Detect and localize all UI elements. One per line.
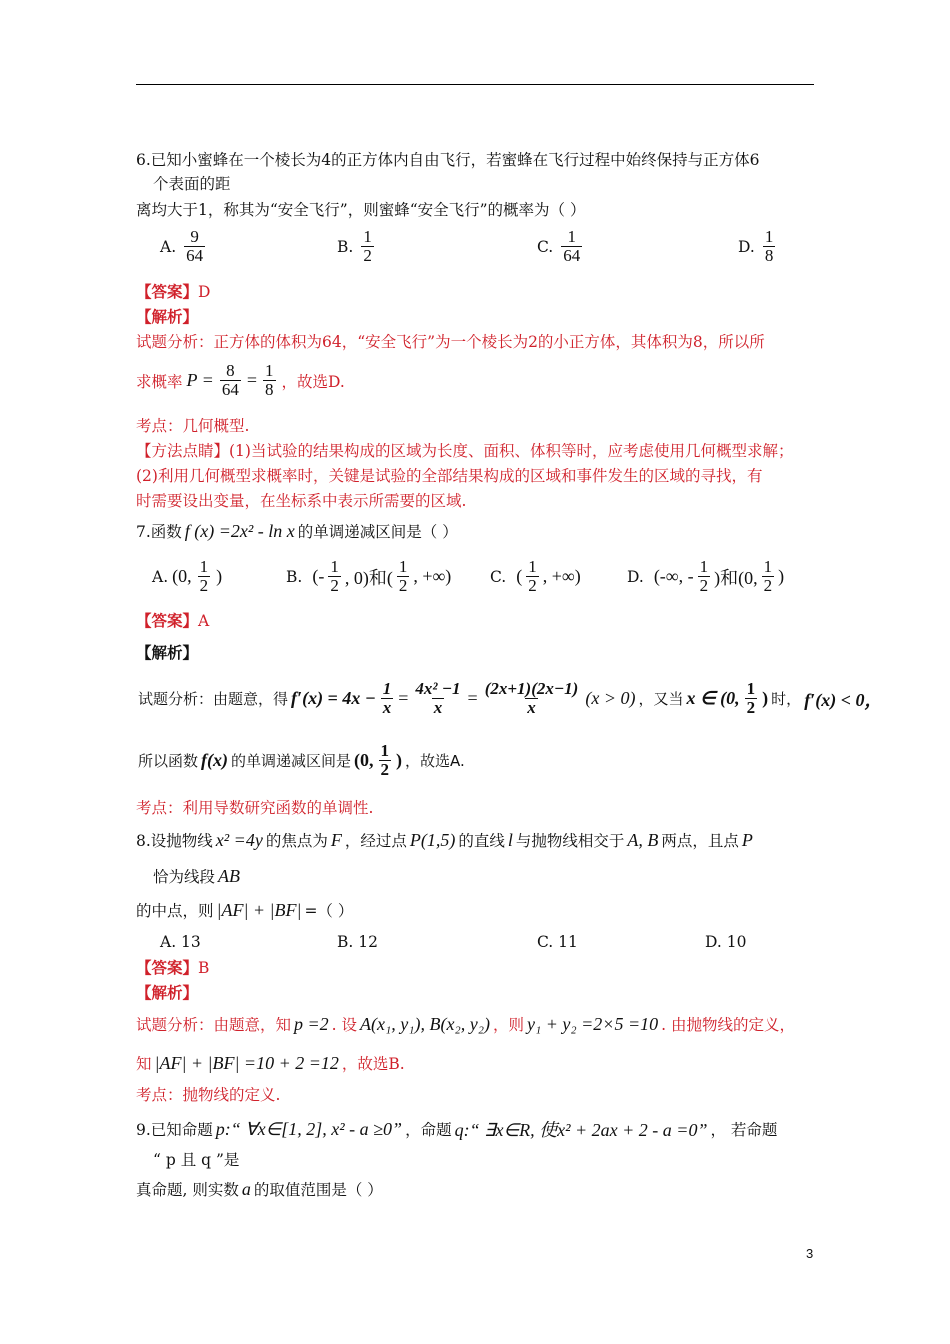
q8-option-d[interactable]: D. 10 (705, 933, 747, 951)
q8-analysis-line2: 知 |AF| + |BF| =10 + 2 =12 ，故选B. (136, 1052, 405, 1073)
q8-stem-line3: 的中点，则 |AF| + |BF| =（ ） (136, 899, 354, 920)
fraction: $\frac{8}{64}$ (221, 361, 239, 399)
q7-analysis-line2: 所以函数 f(x) 的单调递减区间是 (0, $\frac{1}{2}$ ) ，故选A. (138, 741, 465, 779)
fraction: $\frac{\text{4x² −1}}{x}$ (415, 679, 461, 717)
page-number: 3 (806, 1246, 814, 1261)
q8-analysis-line1: 试题分析：由题意，知 p =2 . 设 A(x₁, y₁), B(x₂, y₂) ，则 y₁ + y₂ =2×5 =10 . 由抛物线的定义， (136, 1013, 795, 1034)
q8-stem-line1: 8.设抛物线 x² =4y 的焦点为 F ，经过点 P(1,5) 的直线 l 与抛物线相交于 A, B 两点，且点 P (136, 829, 753, 850)
q7-option-d[interactable]: D. (-∞, - $\frac{1}{2}$ )和(0, $\frac{1}{2}$ ) (627, 557, 785, 595)
q6-analysis-tag: 【解析】 (136, 307, 199, 326)
q6-stem-line3: 离均大于1，称其为“安全飞行”，则蜜蜂“安全飞行”的概率为（ ） (136, 201, 586, 219)
q8-option-c[interactable]: C. 11 (537, 933, 578, 951)
fraction: $\frac{9}{64}$ (186, 227, 204, 265)
fraction: $\frac{1}{64}$ (563, 227, 581, 265)
q8-option-b[interactable]: B. 12 (337, 933, 378, 951)
q8-kaodian: 考点：抛物线的定义. (136, 1086, 281, 1104)
q6-option-c[interactable]: C. $\frac{1}{64}$ (537, 227, 581, 265)
fraction: $\frac{1}{2}$ (746, 679, 756, 717)
q6-method-line3: 时需要设出变量，在坐标系中表示所需要的区域. (136, 492, 467, 510)
q6-kaodian: 考点：几何概型. (136, 417, 250, 435)
q6-option-b[interactable]: B. $\frac{1}{2}$ (337, 227, 372, 265)
q7-option-b[interactable]: B. (- $\frac{1}{2}$ , 0)和( $\frac{1}{2}$ , +∞) (286, 557, 452, 595)
q7-option-c[interactable]: C. ( $\frac{1}{2}$ , +∞) (490, 557, 581, 595)
fraction: $\frac{1}{2}$ (363, 227, 372, 265)
q7-option-a[interactable]: A. (0, $\frac{1}{2}$ ) (152, 557, 223, 595)
q6-method-line1: 【方法点睛】(1)当试验的结果构成的区域为长度、面积、体积等时，应考虑使用几何概型求解； (136, 442, 794, 460)
q6-option-a[interactable]: A. $\frac{9}{64}$ (160, 227, 204, 265)
q6-analysis-line1: 试题分析：正方体的体积为64，“安全飞行”为一个棱长为2的小正方体，其体积为8，所以所 (136, 333, 765, 351)
q9-stem-line2: “ p 且 q ”是 (153, 1151, 240, 1169)
fraction: $\frac{1}{2}$ (699, 557, 709, 595)
q8-option-a[interactable]: A. 13 (160, 933, 201, 951)
q6-method-line2: (2)利用几何概型求概率时，关键是试验的全部结果构成的区域和事件发生的区域的寻找，有 (136, 467, 763, 485)
fraction: $\frac{(2x+1)(2x-1)}{x}$ (484, 679, 579, 717)
q6-stem-line1: 6.已知小蜜蜂在一个棱长为4的正方体内自由飞行，若蜜蜂在飞行过程中始终保持与正方体6 (136, 151, 760, 169)
q8-answer: 【答案】B (136, 958, 210, 977)
q8-analysis-tag: 【解析】 (136, 983, 199, 1002)
fraction: $\frac{1}{2}$ (199, 557, 209, 595)
header-rule (136, 84, 814, 85)
q7-stem: 7.函数 f (x) =2x² - ln x 的单调递减区间是（ ） (136, 520, 458, 541)
fraction: $\frac{1}{8}$ (265, 361, 274, 399)
fraction: $\frac{1}{8}$ (764, 227, 774, 265)
fraction: $\frac{1}{x}$ (382, 679, 392, 717)
q7-kaodian: 考点：利用导数研究函数的单调性. (136, 799, 374, 817)
q9-stem-line3: 真命题, 则实数 a 的取值范围是（ ） (136, 1178, 383, 1199)
q6-stem-line2: 个表面的距 (153, 175, 231, 193)
q6-analysis-line2: 求概率 P = $\frac{8}{64}$ = $\frac{1}{8}$ ，故选D. (136, 361, 345, 399)
fraction: $\frac{1}{2}$ (380, 741, 390, 779)
fraction: $\frac{1}{2}$ (528, 557, 537, 595)
fraction: $\frac{1}{2}$ (330, 557, 339, 595)
q6-option-d[interactable]: D. $\frac{1}{8}$ (738, 227, 774, 265)
q9-stem-line1: 9.已知命题 p:“ ∀x∈[1, 2], x² - a ≥0” ，命题 q:“ ∃x∈R, 使x² + 2ax + 2 - a =0” ， 若命题 (136, 1118, 778, 1140)
q7-analysis-tag: 【解析】 (136, 643, 199, 662)
q6-answer: 【答案】D (136, 282, 211, 301)
fraction: $\frac{1}{2}$ (763, 557, 773, 595)
q7-analysis-line1: 试题分析：由题意，得 f′(x) = 4x − $\frac{1}{x}$ = $\frac{\text{4x² −1}}{x}$ = $\frac{(2x+1)(2x-1)}{x}$ (x > 0) ，又当 x ∈ (0, $\frac{1}{2}$ ) 时， f′(x) < 0， (138, 679, 883, 717)
fraction: $\frac{1}{2}$ (398, 557, 408, 595)
q8-stem-line2: 恰为线段 AB (153, 865, 241, 886)
q7-answer: 【答案】A (136, 611, 210, 630)
